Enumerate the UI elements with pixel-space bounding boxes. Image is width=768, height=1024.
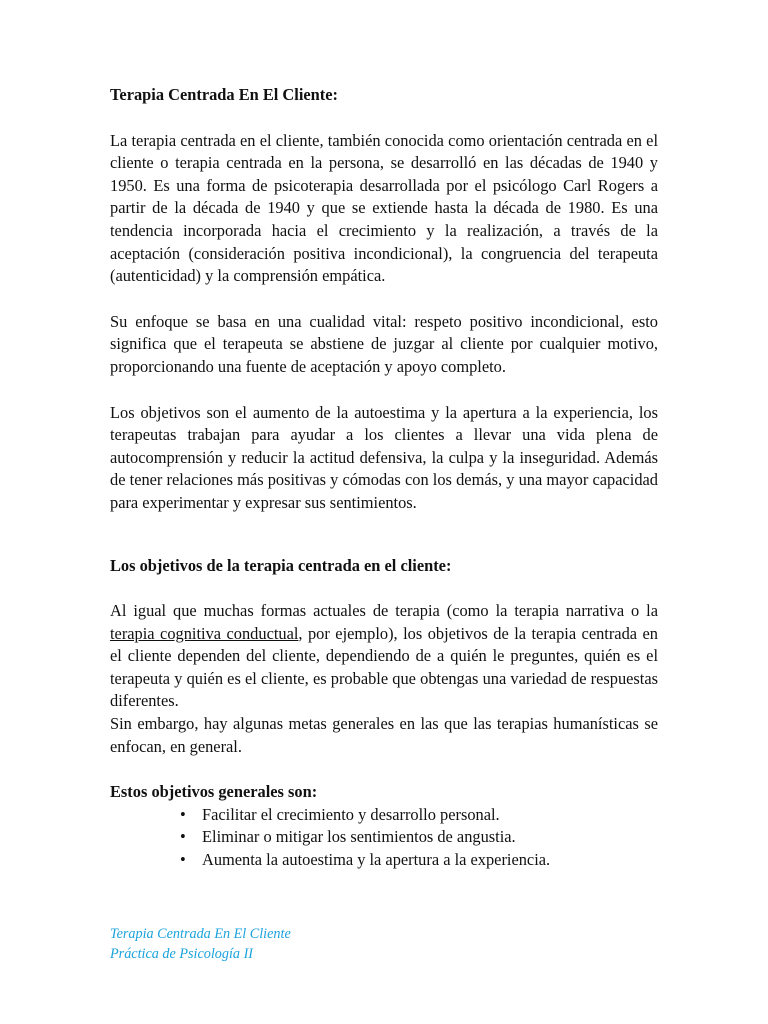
spacer <box>110 577 658 600</box>
objectives-paragraph: Los objetivos son el aumento de la autoestima y la apertura a la experiencia, los terapeutas trabajan para ayudar a los clientes a llevar una vida plena de autocomprensión y reducir la actitud defensiva, la culpa y la inseguridad. Además de tener relaciones más positivas y cómodas con los demás, y una mayor capacidad para experimentar y expresar sus sentimientos. <box>110 402 658 512</box>
document-title: Terapia Centrada En El Cliente: <box>110 85 338 104</box>
list-item <box>180 849 658 872</box>
cognitive-therapy-link[interactable]: terapia cognitiva conductual <box>110 623 299 643</box>
spacer <box>110 758 658 781</box>
spacer <box>110 107 658 130</box>
footer-title: Terapia Centrada En El Cliente <box>110 926 291 942</box>
bullet-icon: • <box>180 850 186 870</box>
list-item <box>180 826 658 849</box>
section-paragraph <box>110 600 658 713</box>
goals-heading: Estos objetivos generales son: <box>110 782 318 802</box>
section-paragraph-start: Al igual que muchas formas actuales de terapia (como la terapia narrativa o la <box>110 601 658 621</box>
footer-subtitle: Práctica de Psicología II <box>110 946 254 962</box>
goal-text: Eliminar o mitigar los sentimientos de angustia. <box>202 827 516 847</box>
spacer <box>110 288 658 311</box>
section-heading-objectives: Los objetivos de la terapia centrada en el cliente: <box>110 555 452 575</box>
page-footer <box>110 924 291 964</box>
approach-paragraph: Su enfoque se basa en una cualidad vital: respeto positivo incondicional, esto significa que el terapeuta se abstiene de juzgar al cliente por cualquier motivo, proporcionando una fuente de aceptación y apoyo completo. <box>110 311 658 376</box>
list-item <box>180 804 658 827</box>
bullet-icon: • <box>180 804 186 824</box>
goal-text: Facilitar el crecimiento y desarrollo personal. <box>202 804 500 824</box>
spacer <box>110 515 658 555</box>
goals-list <box>110 804 658 872</box>
intro-paragraph: La terapia centrada en el cliente, también conocida como orientación centrada en el cliente o terapia centrada en la persona, se desarrolló en las décadas de 1940 y 1950. Es una forma de psicoterapia desarrollada por el psicólogo Carl Rogers a partir de la década de 1940 y que se extiende hasta la década de 1980. Es una tendencia incorporada hacia el crecimiento y la realización, a través de la aceptación (consideración positiva incondicional), la congruencia del terapeuta (autenticidad) y la comprensión empática. <box>110 130 658 286</box>
goal-text: Aumenta la autoestima y la apertura a la experiencia. <box>202 850 551 870</box>
bullet-icon: • <box>180 827 186 847</box>
section-paragraph-2: Sin embargo, hay algunas metas generales en las que las terapias humanísticas se enfocan, en general. <box>110 714 658 756</box>
section-paragraph-end: , por ejemplo), los objetivos de la terapia centrada en el cliente dependen del cliente, dependiendo de a quién le preguntes, quién es el terapeuta y quién es el cliente, es probable que obtengas una variedad de respuestas diferentes. <box>110 623 658 711</box>
spacer <box>110 379 658 402</box>
document-page <box>110 84 658 872</box>
